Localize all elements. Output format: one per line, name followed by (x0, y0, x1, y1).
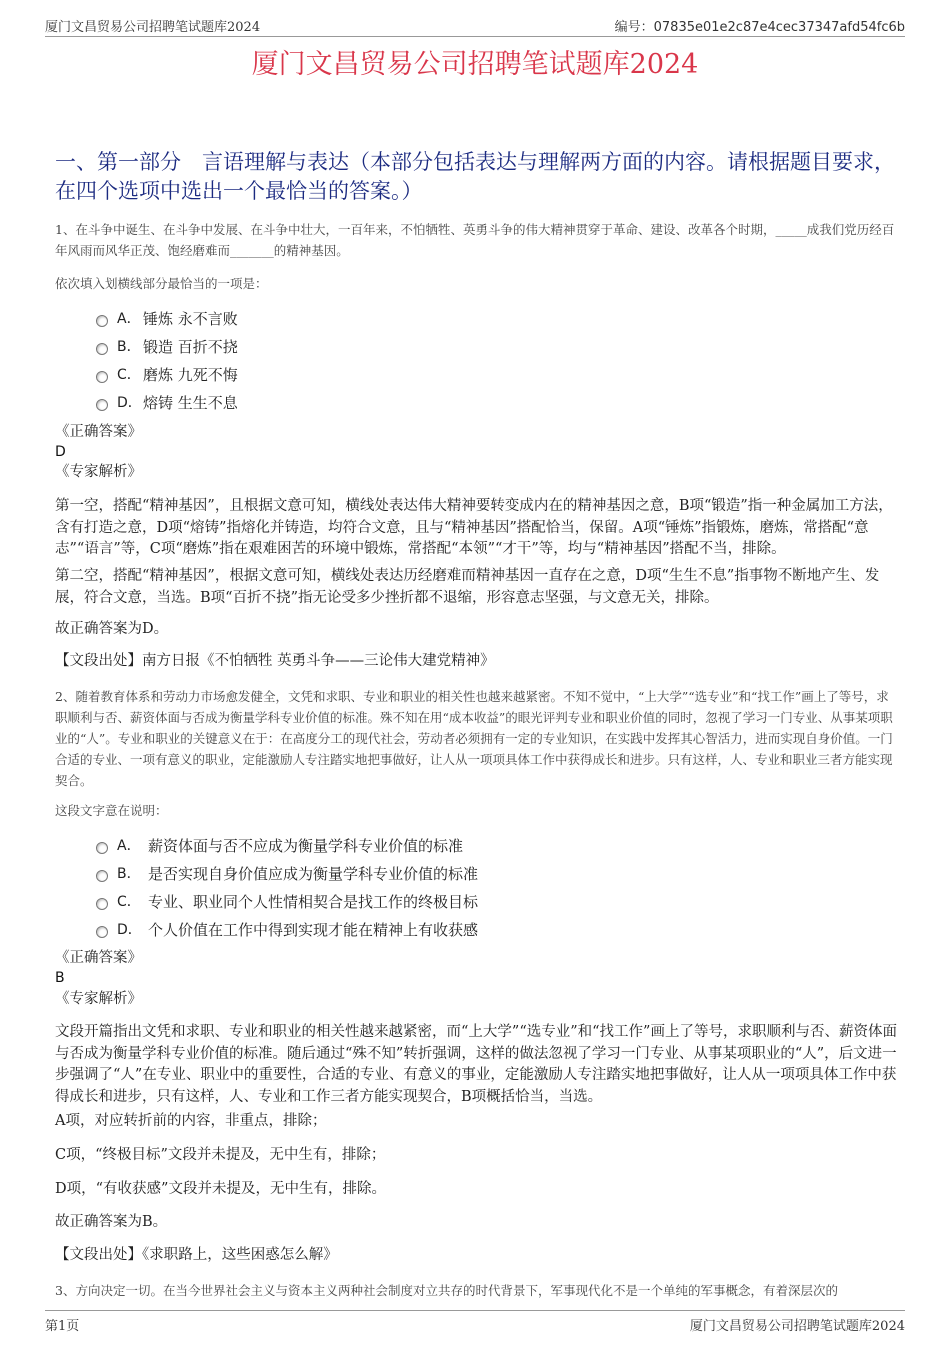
question-2-prompt: 这段文字意在说明： (55, 803, 168, 818)
option-letter: A． (117, 311, 141, 327)
radio-button[interactable] (96, 371, 108, 383)
radio-button[interactable] (96, 926, 108, 938)
page-number: 第1页 (45, 1319, 80, 1334)
question-1-text: 1、在斗争中诞生、在斗争中发展、在斗争中壮大，一百年来，不怕牺牲、英勇斗争的伟大精神贯穿于革命、建设、改革各个时期，_____成我们党历经百年风雨而风华正茂、饱经磨难而_______的精神基因。 (55, 222, 895, 258)
analysis-conclusion: 故正确答案为B。 (55, 1214, 168, 1230)
analysis-conclusion: 故正确答案为D。 (55, 621, 169, 637)
header-code (615, 16, 905, 35)
option-text: 熔铸 生生不息 (143, 394, 238, 412)
option-text: 个人价值在工作中得到实现才能在精神上有收获感 (148, 921, 479, 939)
answer-value: B (55, 970, 65, 986)
option-text: 锻造 百折不挠 (143, 338, 238, 356)
header-code-label: 编号： (614, 20, 654, 35)
option-text: 薪资体面与否不应成为衡量学科专业价值的标准 (148, 837, 464, 855)
option-d[interactable] (96, 392, 896, 420)
option-text: 锤炼 永不言败 (143, 310, 238, 328)
option-letter: B． (117, 339, 141, 355)
option-letter: D． (117, 922, 142, 938)
analysis-paragraph: 第一空，搭配“精神基因”，且根据文意可知，横线处表达伟大精神要转变成内在的精神基因之意，B项“锻造”指一种金属加工方法，含有打造之意，D项“熔铸”指熔化并铸造，均符合文意，且与“精神基因”搭配恰当，保留。A项“锤炼”指锻炼，磨炼，常搭配“意志”“语言”等，C项“磨炼”指在艰难困苦的环境中锻炼，常搭配“本领”“才干”等，均与“精神基因”搭配不当，排除。 (55, 498, 893, 557)
option-letter: A． (117, 838, 141, 854)
analysis-point: C项，“终极目标”文段并未提及，无中生有，排除； (55, 1147, 386, 1163)
radio-button[interactable] (96, 870, 108, 882)
question-3-text: 3、方向决定一切。在当今世界社会主义与资本主义两种社会制度对立共存的时代背景下，军事现代化不是一个单纯的军事概念，有着深层次的 (55, 1283, 838, 1298)
option-letter: C． (117, 367, 141, 383)
option-b[interactable] (96, 336, 896, 364)
footer-doc-title: 厦门文昌贸易公司招聘笔试题库2024 (689, 1319, 905, 1334)
answer-label: 《正确答案》 (55, 424, 142, 440)
question-1-prompt: 依次填入划横线部分最恰当的一项是： (55, 276, 268, 291)
header-code-value: 07835e01e2c87e4cec37347afd54fc6b (653, 20, 905, 35)
option-a[interactable] (96, 308, 896, 336)
option-letter: C． (117, 894, 141, 910)
source-citation: 【文段出处】《求职路上，这些困惑怎么解》 (55, 1247, 338, 1263)
option-b[interactable] (96, 863, 896, 891)
analysis-label: 《专家解析》 (55, 464, 142, 480)
question-2-options (96, 835, 896, 947)
page-title: 厦门文昌贸易公司招聘笔试题库2024 (251, 49, 699, 80)
answer-label: 《正确答案》 (55, 950, 142, 966)
option-c[interactable] (96, 364, 896, 392)
option-a[interactable] (96, 835, 896, 863)
option-text: 磨炼 九死不悔 (143, 366, 238, 384)
option-text: 专业、职业同个人性情相契合是找工作的终极目标 (148, 893, 479, 911)
question-2-text: 2、随着教育体系和劳动力市场愈发健全，文凭和求职、专业和职业的相关性也越来越紧密。不知不觉中，“上大学”“选专业”和“找工作”画上了等号，求职顺利与否、薪资体面与否成为衡量学科专业价值的标准。殊不知在用“成本收益”的眼光评判专业和职业价值的同时，忽视了学习一门专业、从事某项职业的“人”。专业和职业的关键意义在于：在高度分工的现代社会，劳动者必须拥有一定的专业知识，在实践中发挥其心智活力，进而实现自身价值。一门合适的专业、一项有意义的职业，定能激励人专注踏实地把事做好，让人从一项项具体工作中获得成长和进步。只有这样，人、专业和职业三者方能实现契合。 (55, 689, 893, 788)
question-1-options (96, 308, 896, 420)
analysis-label: 《专家解析》 (55, 991, 142, 1007)
option-letter: B． (117, 866, 141, 882)
analysis-point: D项，“有收获感”文段并未提及，无中生有，排除。 (55, 1181, 386, 1197)
analysis-point: A项，对应转折前的内容，非重点，排除； (55, 1113, 327, 1129)
analysis-paragraph: 文段开篇指出文凭和求职、专业和职业的相关性越来越紧密，而“上大学”“选专业”和“找工作”画上了等号，求职顺利与否、薪资体面与否成为衡量学科专业价值的标准。随后通过“殊不知”转折强调，这样的做法忽视了学习一门专业、从事某项职业的“人”，后文进一步强调了“人”在专业、职业中的重要性，合适的专业、有意义的事业，定能激励人专注踏实地把事做好，让人从一项项具体工作中获得成长和进步，只有这样，人、专业和工作三者方能实现契合，B项概括恰当，当选。 (55, 1024, 897, 1105)
option-c[interactable] (96, 891, 896, 919)
option-letter: D． (117, 395, 142, 411)
page-header (45, 14, 905, 37)
analysis-paragraph: 第二空，搭配“精神基因”，根据文意可知，横线处表达历经磨难而精神基因一直存在之意，D项“生生不息”指事物不断地产生、发展，符合文意，当选。B项“百折不挠”指无论受多少挫折都不退缩，形容意志坚强，与文意无关，排除。 (55, 568, 880, 606)
page-footer (45, 1310, 905, 1333)
option-text: 是否实现自身价值应成为衡量学科专业价值的标准 (148, 865, 479, 883)
radio-button[interactable] (96, 842, 108, 854)
radio-button[interactable] (96, 399, 108, 411)
source-citation: 【文段出处】南方日报《不怕牺牲 英勇斗争——三论伟大建党精神》 (55, 653, 495, 669)
section-heading: 一、第一部分 言语理解与表达（本部分包括表达与理解两方面的内容。请根据题目要求，在四个选项中选出一个最恰当的答案。） (55, 150, 895, 203)
radio-button[interactable] (96, 898, 108, 910)
answer-value: D (55, 444, 66, 460)
option-d[interactable] (96, 919, 896, 947)
header-doc-title: 厦门文昌贸易公司招聘笔试题库2024 (45, 20, 261, 35)
radio-button[interactable] (96, 315, 108, 327)
radio-button[interactable] (96, 343, 108, 355)
